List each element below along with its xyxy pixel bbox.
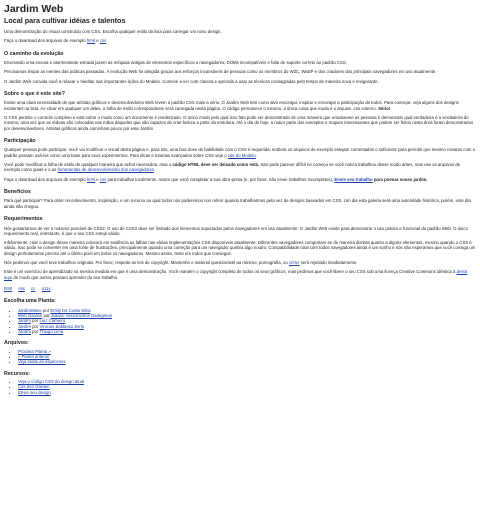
requirements-paragraph-1: Nós gostaríamos de ver o máximo possível de CSS2. O uso de CSS3 deve ser limitado aos elementos suportados pelos navegadores em uso atualmente. O Jardim Web existe para demonstrar o uso prático e funcional do padrão Web. O único requerimento real, entretanto, é que o seu CSS esteja válido. (4, 225, 468, 236)
road-heading: O caminho da evolução (4, 50, 64, 57)
author-link[interactable]: Emily Da Costa Silva (50, 307, 91, 313)
archives (4, 340, 476, 364)
author-link[interactable]: Juliano Vasconcelos Dadegreus (50, 313, 112, 319)
about-paragraph-1 (4, 100, 476, 111)
list-item (18, 390, 476, 395)
road-paragraph-1: Enxerando uma escura e atormentante estrada jazem as relíquias antigas de elementos específicos a navegadores, DOMs incompatíveis e falta de suporte correto ao padrão CSS. (4, 60, 347, 66)
author-link[interactable]: Luiz Carneiro (39, 318, 66, 324)
footer-link-html[interactable]: html (4, 285, 13, 291)
by-label: por (32, 328, 39, 334)
author-link[interactable]: Vinicius Baldasso Zerlo (39, 323, 85, 329)
participation-paragraph-3-text: Faça o download dos arquivos de exemplo (4, 176, 86, 182)
devtools-link[interactable]: ferramentas de desenvolvimento dos navegadores (57, 167, 155, 173)
requirements-paragraph-4-text: Este é um exercício de aprendizado na mesma medida em que é uma demonstração. Você mantém o copyright completo de todos os seus gráficos, mas pedimos que você libere o seu CSS sob uma licença Creative Commons idêntica à (4, 269, 456, 275)
author-link[interactable]: Thiago Lima (39, 328, 64, 334)
participation-paragraph-3-mid: para trabalhar localmente. Assim que você completar a sua obra-prima (e, por favor, não envie trabalhos incompletos), (107, 176, 334, 182)
road-paragraph-2: Precisamos limpar as mentes das práticas passadas. A evolução Web foi atingida graças aos esforços incansáveis de pessoas como os membros do W3C, WaSP e dos criadores dos principais navegadores em uso atualmente. (4, 69, 437, 75)
about-heading: Sobre o que é este site? (4, 90, 65, 97)
crime-link[interactable]: crime (288, 260, 300, 266)
about-paragraph-2: O CSS permite o controle completo e total sobre o modo como um documento é renderizado. O único modo pelo qual isso fato pode ser demonstrado de uma maneira que entusiasme as pessoas é demonstrar qual verdadeira é a verdadeira do mesmo, uma vez que as rédeas são colocadas nas mãos daqueles que são capazes de criar beleza a partir da estrutura. Até o dia de hoje, a maior parte dos exemplos e truques interessantes que podem ser feitos nesta área foram demonstrados por desenvolvedores. Artistas gráficos ainda caminham pouco por este Jardim. (4, 115, 474, 131)
about-section (4, 91, 476, 131)
site-title: Jardim Web (4, 3, 64, 15)
requirements-section (4, 216, 476, 280)
requirements-paragraph-3-end: será rejeitado imediatamente. (300, 260, 358, 266)
resources (4, 371, 476, 395)
participation-paragraph-3 (4, 177, 476, 182)
participation-section (4, 138, 476, 182)
download-css-link[interactable]: css (99, 38, 107, 44)
download-css-link-2[interactable]: css (99, 176, 107, 182)
next-design-link[interactable]: Próxima Planta » (18, 348, 51, 354)
participation-paragraph-1-text: Qualquer pessoa pode participar. Você vai modificar o visual desta página e, para isto, uma boa dose de habilidade com o CSS é requerida, embora os arquivos de exemplo estejam comentados o suficiente para permitir que mesmo novatos com o padrão possam usá-los como uma base para seus experimentos. Para dicas e tutoriais avançados sobre CSS veja o (4, 147, 476, 158)
intro-text: Uma demonstração do visual construído com CSS. Escolha qualquer estilo da lista para carregar um novo design. (4, 29, 222, 34)
footer-nav (4, 286, 476, 291)
requirements-heading: Requerimentos (4, 216, 43, 223)
participation-paragraph-2: Você pode modificar a folha de estilo de qualquer maneira que achar necessária, mas o código HTML deve ser deixado como está. Isso pode parecer difícil no começo se você nunca trabalhou desse modo antes, mas use os arquivos de exemplo como guias e o as ferramentas de desenvolvimento dos navegadores. (4, 162, 461, 173)
participation-paragraph-1: Qualquer pessoa pode participar. Você vai modificar o visual desta página e, para isto, uma boa dose de habilidade com o CSS é requerida, embora os arquivos de exemplo estejam comentados o suficiente para permitir que mesmo novatos com o padrão possam usá-los como uma base para seus experimentos. Para dicas e tutoriais avançados sobre CSS veja o site do Modelo. (4, 147, 476, 158)
download-html-link[interactable]: html (86, 38, 96, 44)
html-unchanged-notice: código HTML deve ser deixado como está (172, 162, 259, 168)
page-header (4, 3, 476, 25)
design-list-items (4, 308, 476, 334)
previous-design-link[interactable]: « Planta anterior (18, 354, 50, 359)
design-link[interactable]: JardimWave (18, 307, 42, 313)
all-designs-link[interactable]: Veja todas as espécimes (18, 359, 66, 365)
zen-garden-link[interactable]: Css Zen Garden (18, 384, 50, 390)
road-section (4, 51, 476, 84)
by-label: por (42, 307, 50, 313)
footer-link-css[interactable]: css (18, 285, 25, 291)
by-label: por (32, 318, 39, 324)
benefits-heading: Benefícios (4, 188, 31, 195)
design-link[interactable]: Jardim (18, 323, 31, 329)
list-item (18, 329, 476, 334)
footer-link-cc[interactable]: cc (30, 285, 36, 291)
participation-paragraph-2-text: Você pode modificar a folha de estilo de qualquer maneira que achar necessária, mas o (4, 162, 172, 168)
intro-section (4, 29, 476, 44)
intro-and-text: e (96, 38, 99, 44)
design-link[interactable]: Jardim (18, 328, 31, 334)
requirements-paragraph-4 (4, 269, 476, 280)
intro-download-text: Faça o download dos arquivos de exemplo (4, 38, 86, 44)
participation-heading: Participação (4, 137, 36, 144)
download-html-link-2[interactable]: html (86, 176, 96, 182)
by-label: por (43, 313, 50, 319)
list-item (18, 359, 476, 364)
about-emphasis: Sério! (378, 105, 391, 111)
license-link[interactable]: desta aqui (4, 269, 468, 280)
requirements-paragraph-4-end: de modo que outros possam aprender do seu trabalho. (13, 274, 119, 280)
participation-and-text: e (96, 176, 99, 182)
footer-link-a11y[interactable]: a11y (41, 285, 51, 291)
design-link[interactable]: Jardim (18, 318, 31, 324)
view-css-link[interactable]: Veja o código CSS do design atual (18, 379, 85, 385)
design-link[interactable]: Web Garden (18, 313, 43, 319)
submit-work-label: Envie seu trabalho (334, 176, 373, 182)
intro-download (4, 38, 476, 43)
submit-work-link[interactable] (334, 177, 372, 182)
participation-paragraph-2-mid: . Isso pode parecer difícil no começo se você nunca trabalhou desse modo antes, mas use os arquivos de exemplo como guias e o as (4, 162, 461, 173)
road-paragraph-3: O Jardim Web convida você a relaxar e meditar nas importantes lições do Modelo. Comece a ver com clareza e aprenda a usar as técnicas consagradas pelo tempo de maneira nova e revigorante. (4, 78, 379, 84)
about-paragraph-1-text: Existe uma clara necessidade de que artistas gráficos e desenvolvedores Web levem a padrão CSS mais a sério. O Jardim Web tem como alvo encorajar, inspirar e encorajar a participação de todos. Para começar, veja alguns dos designs existentes na lista. Ao clicar em qualquer um deles, a folha de estilo correspondente será carregada nesta página. O código permanece o mesmo, a única coisa que muda é o arquivo .css externo. (4, 100, 459, 111)
archives-heading: Arquivos: (4, 340, 29, 347)
requirements-paragraph-2: Infelizmente, criar o design desse maneira colocará em evidência as falhas nas várias implementações CSS disponíveis atualmente. Diferentes navegadores comportam-se de maneira distinta quanto a alguns elementos, mesmo quando o CSS é válido. Isso pode se converter em uma fonte de frustrações, principalmente quando uma correção para um navegador quebra algo noutro. Compatibilidade total com todos navegadores ainda é um sonho e nós não esperamos que você consiga um design perfeitamente preciso até o último pixel em todos os navegadores. Mesmo assim, teste em todos que conseguir. (4, 240, 476, 256)
submit-design-link[interactable]: Envie seu design (18, 389, 51, 395)
site-subtitle: Local para cultivar idéias e talentos (4, 16, 126, 25)
benefits-paragraph: Para quê participar? Para obter reconhecimento, inspiração, e um recurso ao qual todos nós poderemos nos referir quando trabalharmos pela vez de designs baseados em CSS. Um dia esta galeria será uma autoridade histórica, porém, este dia ainda não chegou. (4, 198, 471, 209)
design-list-heading: Escolha uma Planta: (4, 298, 56, 305)
benefits-section (4, 189, 476, 209)
requirements-paragraph-3 (4, 260, 476, 265)
design-list (4, 298, 476, 334)
archives-items (4, 349, 476, 365)
model-site-link[interactable]: site do Modelo (227, 152, 256, 158)
requirements-paragraph-3-text: Nós pedimos que você teve trabalhos originais. Por favor, respeite as leis de copyright. Mantenha o material questionável ao mínimo; pornografia, ou (4, 260, 288, 266)
resources-items (4, 379, 476, 395)
by-label: por (32, 323, 39, 329)
resources-heading: Recursos: (4, 370, 30, 377)
participation-paragraph-3-end: para povoar nosso jardim. (373, 176, 428, 182)
